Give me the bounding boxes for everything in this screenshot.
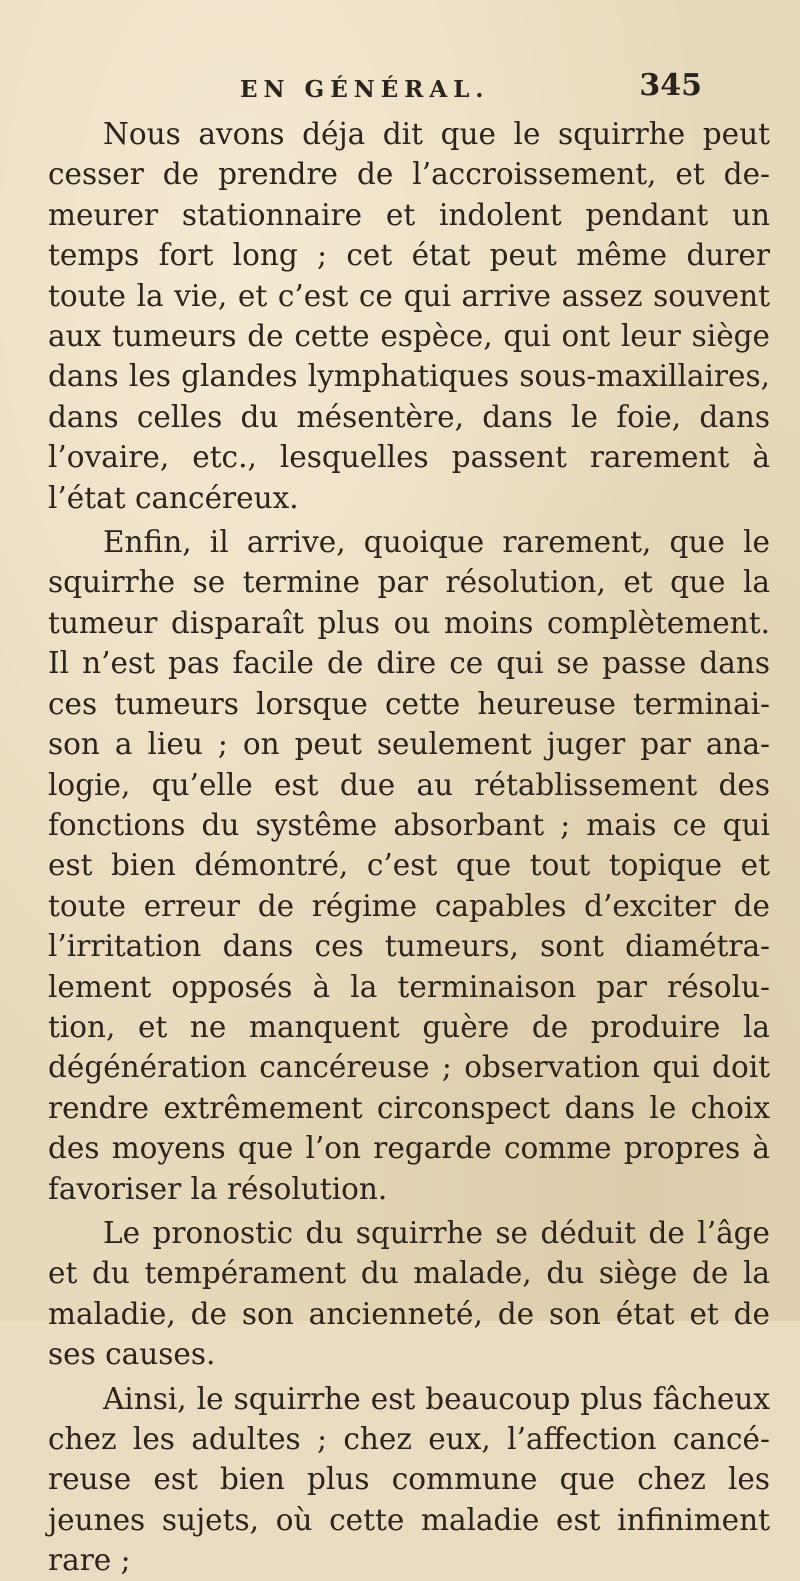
body-text	[48, 114, 770, 1581]
paragraph-4: Ainsi, le squirrhe est beaucoup plus fâcheux chez les adultes ; chez eux, l’affection cancé-reuse est bien plus commune que chez les jeunes sujets, où cette maladie est infiniment rare ;	[48, 1381, 770, 1578]
running-title: EN GÉNÉRAL.	[240, 76, 490, 103]
running-head	[48, 68, 760, 108]
paragraph-1: Nous avons déja dit que le squirrhe peut cesser de prendre de l’accroissement, et de-meurer stationnaire et indolent pendant un temps fort long ; cet état peut même durer toute la vie, et c’est ce qui arrive assez souvent aux tumeurs de cette espèce, qui ont leur siège dans les glandes lymphatiques sous-maxillaires, dans celles du mésentère, dans le foie, dans l’ovaire, etc., lesquelles passent rarement à l’état cancéreux.	[48, 117, 770, 515]
paragraph-3: Le pronostic du squirrhe se déduit de l’âge et du tempérament du malade, du siège de la maladie, de son ancienneté, de son état et de ses causes.	[48, 1215, 770, 1372]
page-number: 345	[639, 68, 702, 103]
paragraph-2: Enfin, il arrive, quoique rarement, que le squirrhe se termine par résolution, et que la tumeur disparaît plus ou moins complètement. Il n’est pas facile de dire ce qui se passe dans ces tumeurs lorsque cette heureuse terminai-son a lieu ; on peut seulement juger par ana-logie, qu’elle est due au rétablissement des fonctions du systême absorbant ; mais ce qui est bien démontré, c’est que tout topique et toute erreur de régime capables d’exciter de l’irritation dans ces tumeurs, sont diamétra-lement opposés à la terminaison par résolu-tion, et ne manquent guère de produire la dégénération cancéreuse ; observation qui doit rendre extrêmement circonspect dans le choix des moyens que l’on regarde comme propres à favoriser la résolution.	[48, 525, 770, 1206]
